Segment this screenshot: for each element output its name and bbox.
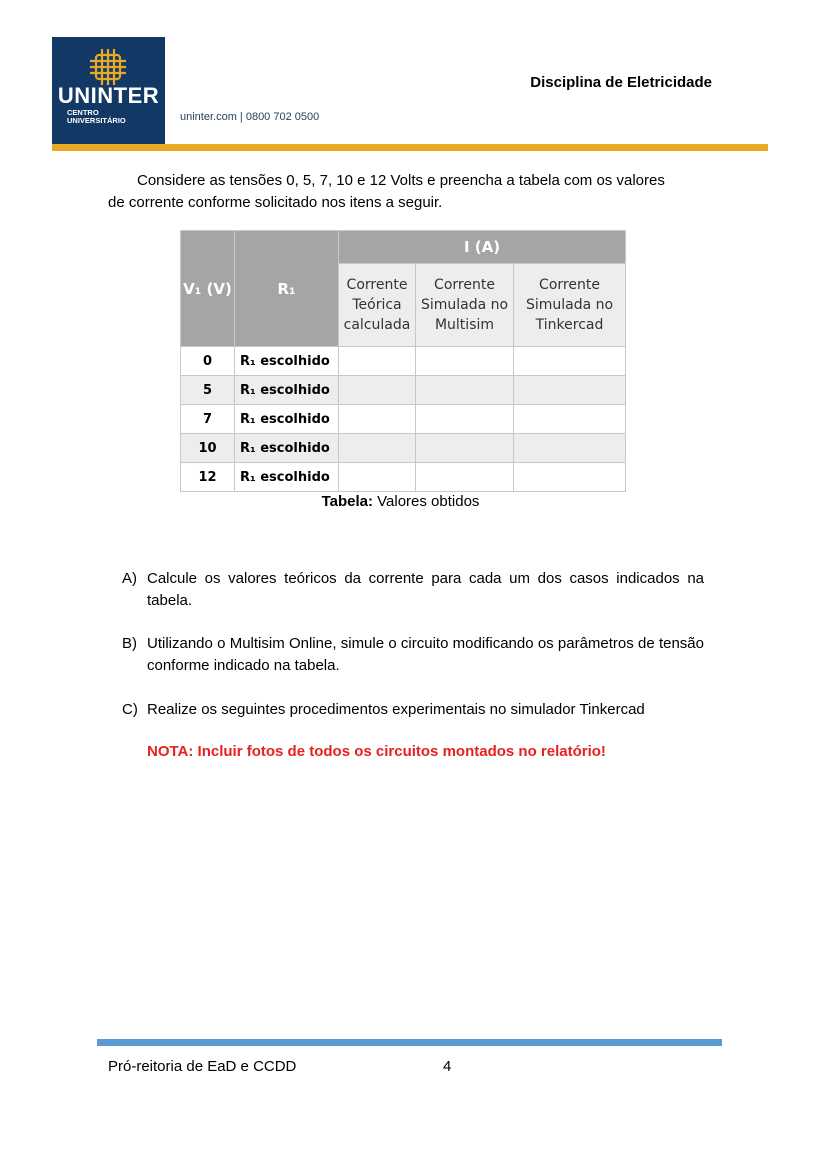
table-row: 0 R₁ escolhido (181, 347, 626, 376)
header-theoretical: Corrente Teórica calculada (339, 264, 416, 347)
header-current-group: I (A) (339, 231, 626, 264)
empty-cell (416, 376, 514, 405)
empty-cell (514, 347, 626, 376)
list-item-label: B) (122, 635, 137, 652)
contact-info: uninter.com | 0800 702 0500 (180, 111, 320, 123)
table-row: 12 R₁ escolhido (181, 463, 626, 492)
list-item-label: A) (122, 570, 137, 587)
footer-divider (97, 1039, 722, 1046)
header-tinkercad: Corrente Simulada no Tinkercad (514, 264, 626, 347)
footer-department: Pró-reitoria de EaD e CCDD (108, 1058, 297, 1075)
list-item-text: Utilizando o Multisim Online, simule o circuito modificando os parâmetros de tensão conforme indicado na tabela. (147, 635, 704, 674)
list-item (122, 568, 704, 612)
list-item (122, 633, 704, 677)
table-caption: Tabela: Valores obtidos (321, 493, 480, 510)
empty-cell (416, 463, 514, 492)
table-row: 7 R₁ escolhido (181, 405, 626, 434)
empty-cell (339, 405, 416, 434)
current-table (180, 230, 626, 492)
empty-cell (416, 347, 514, 376)
list-item (122, 699, 704, 721)
header-multisim: Corrente Simulada no Multisim (416, 264, 514, 347)
empty-cell (339, 434, 416, 463)
page-number: 4 (443, 1058, 452, 1075)
intro-paragraph: Considere as tensões 0, 5, 7, 10 e 12 Volts e preencha a tabela com os valores de corrente conforme solicitado nos itens a seguir. (108, 172, 665, 211)
logo-wordmark: UNINTER (57, 83, 160, 108)
header-v1: V₁ (V) (181, 231, 235, 347)
empty-cell (514, 434, 626, 463)
uninter-logo (52, 37, 165, 145)
empty-cell (339, 347, 416, 376)
header-r1: R₁ (235, 231, 339, 347)
logo-subtitle: CENTRO UNIVERSITÁRIO (67, 108, 126, 125)
empty-cell (339, 376, 416, 405)
list-item-text: Calcule os valores teóricos da corrente para cada um dos casos indicados na tabela. (147, 570, 704, 609)
empty-cell (514, 405, 626, 434)
discipline-title: Disciplina de Eletricidade (530, 74, 712, 91)
list-item-text: Realize os seguintes procedimentos experimentais no simulador Tinkercad (147, 701, 645, 718)
logo-emblem-icon (80, 47, 136, 87)
empty-cell (514, 376, 626, 405)
table-row: 10 R₁ escolhido (181, 434, 626, 463)
header-divider (52, 144, 768, 151)
empty-cell (416, 434, 514, 463)
note-text: NOTA: Incluir fotos de todos os circuitos montados no relatório! (147, 743, 606, 760)
table-row: 5 R₁ escolhido (181, 376, 626, 405)
list-item-label: C) (122, 701, 138, 718)
empty-cell (339, 463, 416, 492)
empty-cell (514, 463, 626, 492)
empty-cell (416, 405, 514, 434)
